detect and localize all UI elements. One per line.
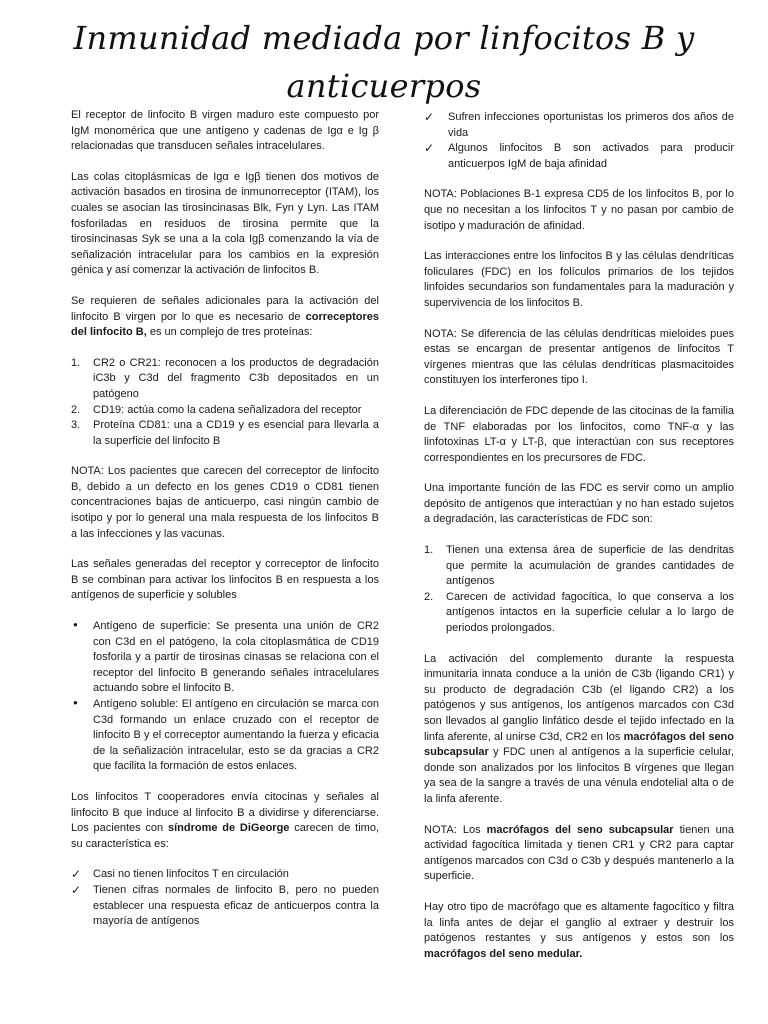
list-item: ✓ Tienen cifras normales de linfocito B, pero no pueden establecer una respuesta eficaz de anticuerpos contra la mayoría de antígenos [71,883,379,930]
paragraph-fdc: Las interacciones entre los linfocitos B y las células dendríticas foliculares (FDC) en los folículos primarios de los tejidos linfoides secundarios son fundamentales para la maduración y supervivencia de los linfocitos B. [424,250,734,309]
list-item: ✓ Algunos linfocitos B son activados para producir anticuerpos IgM de baja afinidad [424,141,734,172]
note-paragraph: NOTA: Poblaciones B-1 expresa CD5 de los linfocitos B, por lo que no necesitan a los linfocitos T y no pasan por cambio de isotipo y maduración de afinidad. [424,188,734,232]
paragraph-itam: Las colas citoplásmicas de Igα e Igβ tienen dos motivos de activación basados en tirosina de inmunorreceptor (ITAM), los cuales se asocian las tirosincinasas Blk, Fyn y Lyn. Las ITAM fosforiladas en residuos de tirosina permite que la tirosincinasas Syk se una a la cola Igβ comenzando la vía de señalización intracelular para los cambios en la expresión génica y así comenzar la activación de linfocitos B. [71,170,379,277]
list-item: ● Antígeno de superficie: Se presenta una unión de CR2 con C3d en el patógeno, la cola citoplasmática de CD19 fosforila y a partir de tirosinas cinasas se relaciona con el receptor del linfocito B generando señales intracelulares actuando sobre el linfocito B. [71,619,379,697]
bold-term: macrófagos del seno medular. [424,947,583,960]
paragraph-receptor: El receptor de linfocito B virgen maduro este compuesto por IgM monomérica que une antígeno y cadenas de Igα e Ig β relacionadas que transducen señales intracelulares. [71,109,379,153]
paragraph-seno-medular: Hay otro tipo de macrófago que es altamente fagocítico y filtra la linfa antes de dejar el ganglio al extraer y destruir los patógenos restantes y sus antígenos y estos son los macrófagos del seno medular. [424,900,734,960]
paragraph-linfocitos-t: Los linfocitos T cooperadores envía citocinas y señales al linfocito B que induce al linfocito B a dividirse y diferenciarse. Los pacientes con síndrome de DiGeorge carecen de timo, su característica es: [71,790,379,850]
list-item: 1. CR2 o CR21: reconocen a los productos de degradación iC3b y C3d del fragmento C3b depositados en un patógeno [71,356,379,400]
list-item: 2. Carecen de actividad fagocítica, lo que conserva a los antígenos intactos en la superficie celular a lo largo de periodos prolongados. [424,590,734,635]
list-item: ✓ Sufren infecciones oportunistas los primeros dos años de vida [424,110,734,141]
list-item: 1. Tienen una extensa área de superficie de las dendritas que permite la acumulación de grandes cantidades de antígenos [424,544,734,588]
note-paragraph: NOTA: Los macrófagos del seno subcapsular tienen una actividad fagocítica limitada y tienen CR1 y CR2 para captar antígenos marcados con C3d o C3b y después mantenerlo a la superficie. [424,823,735,883]
list-item: ● Antígeno soluble: El antígeno en circulación se marca con C3d formando un enlace cruzado con el receptor de linfocito B y el correceptor aumentando la fuerza y eficacia de la señalización intracelular, esto se da gracias a CR2 que facilita la formación de estos enlaces. [71,697,379,775]
bullet-icon [71,619,89,635]
digeorge-check-list [71,867,379,929]
note-paragraph: NOTA: Se diferencia de las células dendríticas mieloides pues estas se encargan de presentar antígenos de linfocitos T vírgenes mientras que las células dendríticas plasmacitoides constituyen los interferones tipo I. [424,327,734,387]
paragraph-complemento: La activación del complemento durante la respuesta inmunitaria innata conduce a la unión de C3b (ligando CR1) y su producto de degradación C3b (el ligando CR2) a los patógenos y sus antígenos, los antígenos marcados con C3d son llevados al ganglio linfático desde el tejido infectado en la linfa aferente, al unirse C3d, CR2 en los macrófagos del seno subcapsular y FDC unen al antígenos a la superficie celular, donde son analizados por los linfocitos B vírgenes que llegan ya sea de la sangre a través de una vénula endotelial alta o de la linfa aferente. [424,652,734,805]
digeorge-check-list-continued [424,110,734,172]
note-paragraph: NOTA: Los pacientes que carecen del correceptor de linfocito B, debido a un defecto en los genes CD19 o CD81 tienen concentraciones bajas de anticuerpo, casi ningún cambio de isotipo y por lo general una mala respuesta de los linfocitos B a las infecciones y las vacunas. [71,465,379,540]
right-column [424,110,734,977]
paragraph-senales: Las señales generadas del receptor y correceptor de linfocito B se combinan para activar los linfocitos B en respuesta a los antígenos de superficie y solubles [71,558,379,602]
paragraph-tnf: La diferenciación de FDC depende de las citocinas de la familia de TNF elaboradas por los linfocitos, como TNF-α y las linfotoxinas LT-α y LT-β, que interactúan con sus receptores correspondientes en los precursores de FDC. [424,404,735,464]
list-item: ✓ Casi no tienen linfocitos T en circulación [71,867,379,883]
left-column [71,108,379,945]
paragraph-correceptores: Se requieren de señales adicionales para la activación del linfocito B virgen por lo que es necesario de correceptores del linfocito B, es un complejo de tres proteínas: [71,294,379,339]
document-title [0,14,768,110]
paragraph-deposito: Una importante función de las FDC es servir como un amplio depósito de antígenos que interactúan y no han estado sujetos a degradación, las características de FDC son: [424,482,734,526]
bold-term: síndrome de DiGeorge [167,822,290,835]
list-item: 3. Proteína CD81: una a CD19 y es esencial para llevarla a la superficie del linfocito B [71,419,379,447]
correceptor-list [71,356,379,450]
check-icon [71,867,89,884]
bold-term: macrófagos del seno subcapsular [424,730,734,759]
check-icon [424,141,442,158]
title-line-2: anticuerpos [286,67,482,105]
list-item: 2. CD19: actúa como la cadena señalizadora del receptor [71,403,362,416]
antigen-bullet-list [71,619,379,775]
fdc-characteristics-list [424,543,734,637]
bullet-icon [71,697,89,713]
check-icon [71,883,89,900]
check-icon [424,110,442,127]
title-line-1: Inmunidad mediada por linfocitos B y [73,19,695,57]
bold-term: correceptores del linfocito B, [71,310,379,339]
bold-term: macrófagos del seno subcapsular [486,823,674,836]
